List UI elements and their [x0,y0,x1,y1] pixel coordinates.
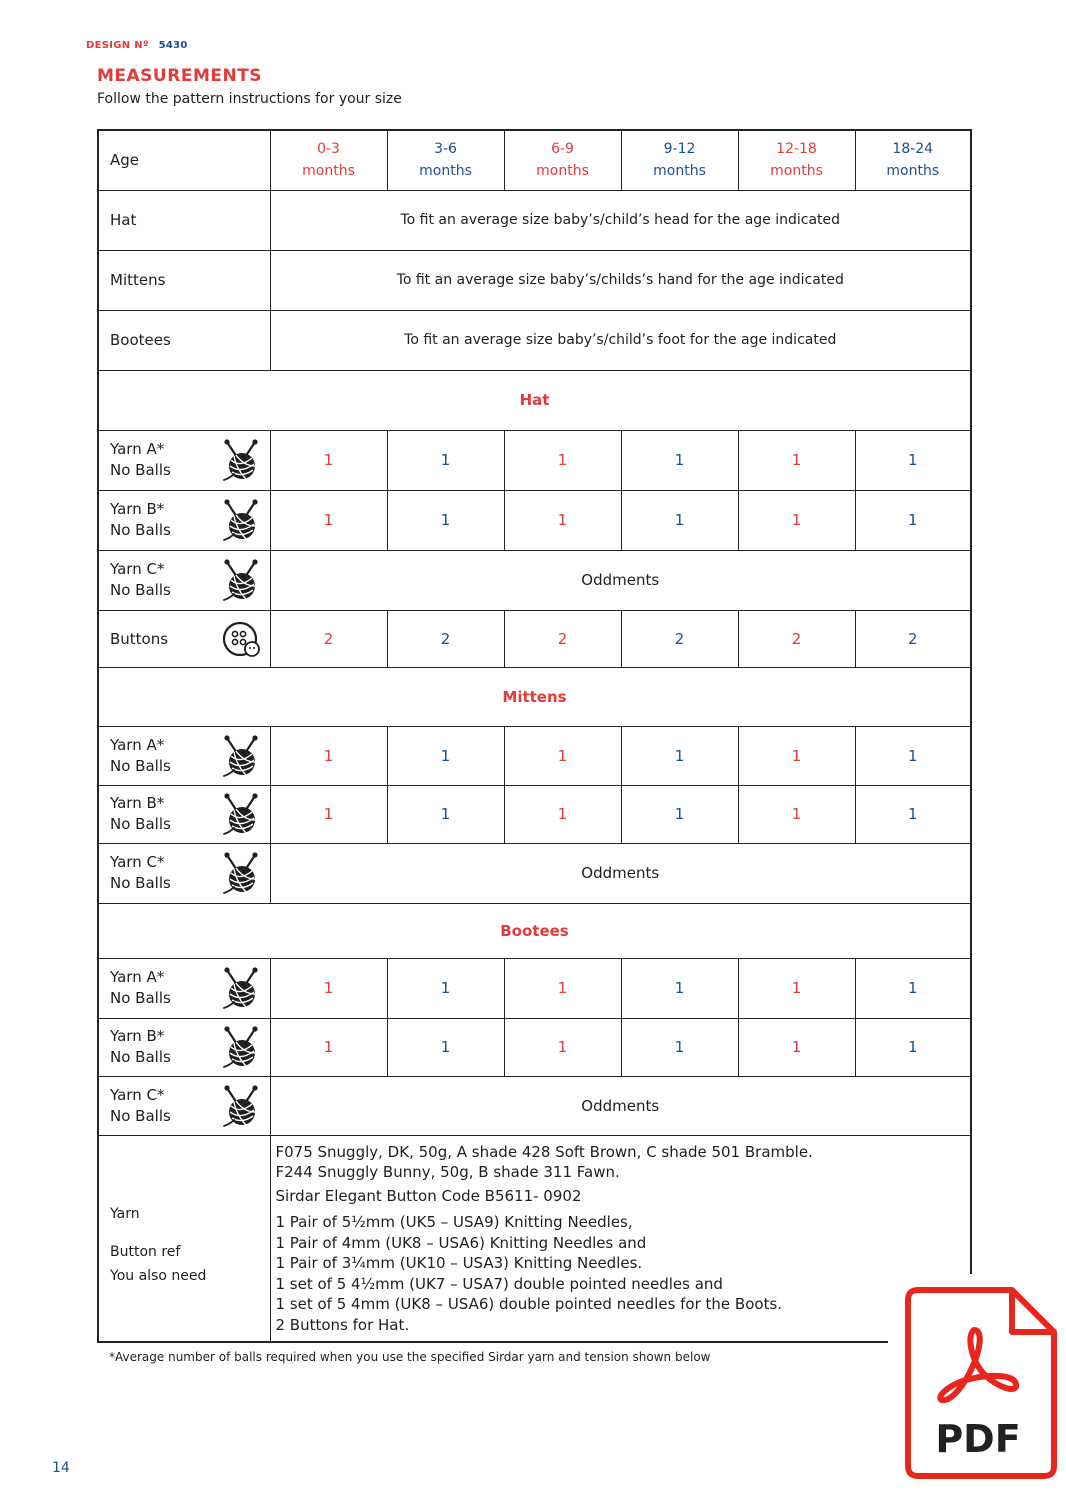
button-count: 2 [855,610,971,667]
ball-count: 1 [738,785,855,843]
yarn-ball-icon [222,1025,260,1069]
ball-count: 1 [621,490,738,550]
yarn-ball-icon [222,558,260,602]
yarn-ball-icon [222,966,260,1010]
ball-count: 1 [504,1018,621,1076]
ball-count: 1 [387,726,504,785]
materials-text [270,1135,971,1342]
ball-count: 1 [855,958,971,1018]
ball-count: 1 [387,785,504,843]
ball-count: 1 [621,1018,738,1076]
page-title: MEASUREMENTS [97,66,263,86]
yarn-label: Yarn A* No Balls [98,430,270,490]
fit-text: To fit an average size baby’s/childs’s hand for the age indicated [270,250,971,310]
mittens-yarn-b-row [98,785,971,843]
yarn-ball-icon [222,734,260,778]
age-row [98,130,971,190]
measurements-table [97,129,972,1343]
yarn-ball-icon [222,498,260,542]
ball-count: 1 [270,726,387,785]
button-icon [222,617,260,661]
section-title: Mittens [98,667,971,726]
ball-count: 1 [738,1018,855,1076]
ball-count: 1 [270,490,387,550]
ball-count: 1 [504,726,621,785]
yarn-label: Yarn C* No Balls [98,843,270,903]
ball-count: 1 [270,430,387,490]
need-line: 2 Buttons for Hat. [275,1315,410,1334]
ball-count: 1 [387,1018,504,1076]
pdf-label: PDF [935,1417,1021,1461]
button-ref-label: Button ref [110,1244,181,1261]
ball-count: 1 [270,958,387,1018]
yarn-label: Yarn B* No Balls [98,785,270,843]
ball-count: 1 [504,430,621,490]
pdf-file-icon [888,1274,1066,1493]
fit-row-mittens [98,250,971,310]
ball-count: 1 [504,785,621,843]
age-header: 6-9 months [504,130,621,190]
materials-labels [98,1135,270,1342]
yarn-line: F075 Snuggly, DK, 50g, A shade 428 Soft Brown, C shade 501 Bramble. [275,1142,813,1161]
ball-count: 1 [504,958,621,1018]
age-header: 3-6 months [387,130,504,190]
buttons-label: Buttons [98,610,270,667]
row-label: Hat [98,190,270,250]
need-line: 1 Pair of 3¼mm (UK10 – USA3) Knitting Needles. [275,1254,643,1272]
ball-count: 1 [504,490,621,550]
ball-count: 1 [855,490,971,550]
ball-count: 1 [855,1018,971,1076]
fit-text: To fit an average size baby’s/child’s head for the age indicated [270,190,971,250]
ball-count: 1 [387,430,504,490]
oddments-text: Oddments [270,1076,971,1135]
pdf-badge[interactable] [888,1274,1066,1493]
ball-count: 1 [738,958,855,1018]
need-line: 1 Pair of 4mm (UK8 – USA6) Knitting Needles and [275,1233,647,1252]
fit-text: To fit an average size baby’s/child’s foot for the age indicated [270,310,971,370]
page-subtitle: Follow the pattern instructions for your size [97,91,402,107]
ball-count: 1 [621,958,738,1018]
age-header: 18-24 months [855,130,971,190]
section-bootees [98,903,971,958]
yarn-ball-icon [222,851,260,895]
need-line: 1 Pair of 5½mm (UK5 – USA9) Knitting Needles, [275,1213,633,1231]
button-count: 2 [504,610,621,667]
age-header: 12-18 months [738,130,855,190]
age-header: 0-3 months [270,130,387,190]
oddments-text: Oddments [270,843,971,903]
section-hat [98,370,971,430]
design-number: 5430 [158,40,188,51]
age-header: 9-12 months [621,130,738,190]
yarn-label: Yarn B* No Balls [98,490,270,550]
button-count: 2 [387,610,504,667]
yarn-line: F244 Snuggly Bunny, 50g, B shade 311 Fawn. [275,1163,620,1181]
footnote: *Average number of balls required when you use the specified Sirdar yarn and tension shown below [109,1350,711,1364]
yarn-label: Yarn A* No Balls [98,726,270,785]
yarn-label: Yarn C* No Balls [98,1076,270,1135]
ball-count: 1 [621,430,738,490]
row-label: Bootees [98,310,270,370]
bootees-yarn-c-row [98,1076,971,1135]
you-also-need-label: You also need [110,1268,207,1285]
yarn-label: Yarn A* No Balls [98,958,270,1018]
yarn-ball-icon [222,792,260,836]
yarn-ball-icon [222,438,260,482]
row-label: Mittens [98,250,270,310]
ball-count: 1 [738,430,855,490]
ball-count: 1 [621,785,738,843]
ball-count: 1 [855,726,971,785]
ball-count: 1 [270,785,387,843]
yarn-info-label: Yarn [110,1206,140,1223]
ball-count: 1 [387,490,504,550]
fit-row-hat [98,190,971,250]
design-label: DESIGN Nº [86,40,149,51]
bootees-yarn-a-row [98,958,971,1018]
section-mittens [98,667,971,726]
ball-count: 1 [621,726,738,785]
yarn-ball-icon [222,1084,260,1128]
oddments-text: Oddments [270,550,971,610]
ball-count: 1 [270,1018,387,1076]
materials-row [98,1135,971,1342]
ball-count: 1 [387,958,504,1018]
hat-yarn-b-row [98,490,971,550]
ball-count: 1 [738,726,855,785]
mittens-yarn-a-row [98,726,971,785]
button-count: 2 [738,610,855,667]
button-count: 2 [270,610,387,667]
page-number: 14 [52,1460,70,1476]
button-ref-text: Sirdar Elegant Button Code B5611- 0902 [275,1186,582,1205]
ball-count: 1 [855,430,971,490]
button-count: 2 [621,610,738,667]
hat-buttons-row [98,610,971,667]
section-title: Hat [98,370,971,430]
yarn-label: Yarn B* No Balls [98,1018,270,1076]
design-number-header [86,40,188,51]
fit-row-bootees [98,310,971,370]
section-title: Bootees [98,903,971,958]
need-line: 1 set of 5 4½mm (UK7 – USA7) double pointed needles and [275,1274,723,1293]
bootees-yarn-b-row [98,1018,971,1076]
mittens-yarn-c-row [98,843,971,903]
hat-yarn-c-row [98,550,971,610]
age-label: Age [98,130,270,190]
need-line: 1 set of 5 4mm (UK8 – USA6) double pointed needles for the Boots. [275,1295,783,1313]
yarn-label: Yarn C* No Balls [98,550,270,610]
hat-yarn-a-row [98,430,971,490]
ball-count: 1 [738,490,855,550]
ball-count: 1 [855,785,971,843]
